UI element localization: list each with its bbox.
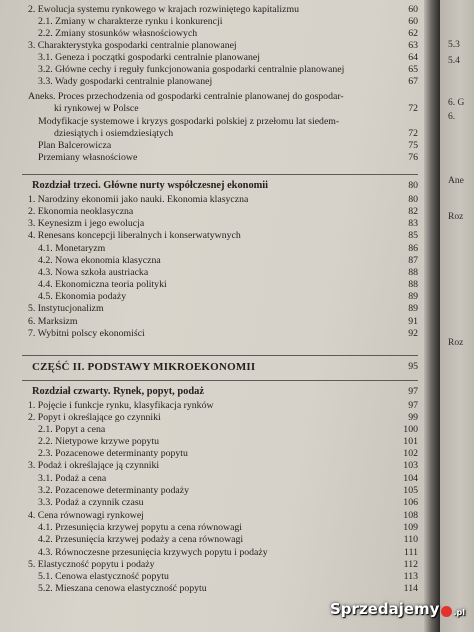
facing-page-fragment: 5.4 (448, 56, 460, 66)
facing-page-fragment: Roz (448, 338, 464, 348)
toc-page-number: 102 (403, 448, 418, 459)
toc-entry-title: 3. Keynesizm i jego ewolucja (28, 218, 145, 229)
facing-page-fragment: 6. (448, 112, 456, 122)
toc-page-number: 62 (408, 28, 418, 39)
toc-entry (38, 64, 420, 76)
toc-entry-title: CZĘŚĆ II. PODSTAWY MIKROEKONOMII (32, 361, 256, 373)
toc-entry (38, 547, 420, 559)
toc-entry-title: 4.2. Nowa ekonomia klasyczna (38, 255, 161, 266)
toc-entry-title: 4. Cena równowagi rynkowej (28, 510, 144, 521)
toc-entry (28, 230, 420, 242)
toc-page-number: 112 (403, 559, 418, 570)
toc-entry-title: 2. Ewolucja systemu rynkowego w krajach rozwiniętego kapitalizmu (28, 4, 299, 15)
toc-entry-title: 2.2. Zmiany stosunków własnościowych (38, 28, 198, 39)
toc-page-number: 105 (403, 485, 418, 496)
toc-entry-title: 3. Charakterystyka gospodarki centralnie planowanej (28, 40, 237, 51)
toc-page-number: 88 (408, 267, 418, 278)
toc-entry (28, 316, 420, 328)
toc-entry (38, 534, 420, 546)
toc-entry (28, 412, 420, 424)
toc-entry-title: Przemiany własnościowe (38, 152, 138, 163)
toc-entry (38, 448, 420, 460)
toc-page-number: 99 (408, 412, 418, 423)
section-divider (22, 355, 418, 356)
toc-entry (38, 116, 420, 128)
toc-page-number: 83 (408, 218, 418, 229)
toc-entry (28, 328, 420, 340)
toc-entry (38, 424, 420, 436)
toc-chapter-heading (32, 386, 420, 398)
toc-entry (28, 400, 420, 412)
toc-page-number: 65 (408, 64, 418, 75)
toc-page-number: 109 (403, 522, 418, 533)
toc-entry-title: 3. Podaż i określające ją czynniki (28, 460, 160, 471)
toc-entry (28, 194, 420, 206)
toc-entry (38, 140, 420, 152)
toc-entry-title: 4.1. Monetaryzm (38, 243, 106, 254)
watermark-logo (330, 594, 470, 624)
toc-page-number: 63 (408, 40, 418, 51)
toc-page-number: 76 (408, 152, 418, 163)
toc-page-number: 100 (403, 424, 418, 435)
toc-page-number: 108 (403, 510, 418, 521)
toc-entry (28, 510, 420, 522)
facing-page-fragment: 6. G (448, 98, 465, 108)
toc-entry-title: 1. Pojęcie i funkcje rynku, klasyfikacja rynków (28, 400, 214, 411)
toc-entry (38, 522, 420, 534)
toc-page-number: 60 (408, 16, 418, 27)
toc-entry-title: 2. Ekonomia neoklasyczna (28, 206, 134, 217)
toc-entry-title: Plan Balcerowicza (38, 140, 112, 151)
toc-entry-title: 2.2. Nietypowe krzywe popytu (38, 436, 160, 447)
toc-entry-title: 3.1. Podaż a cena (38, 473, 107, 484)
toc-entry-title: 2.1. Popyt a cena (38, 424, 106, 435)
toc-entry (38, 16, 420, 28)
toc-entry-title: 3.2. Pozacenowe determinanty podaży (38, 485, 189, 496)
toc-entry-title: 7. Wybitni polscy ekonomiści (28, 328, 145, 339)
toc-page-number: 80 (408, 194, 418, 205)
toc-page-number: 103 (403, 460, 418, 471)
watermark-text: Sprzedajemy (330, 600, 440, 618)
toc-entry (38, 255, 420, 267)
section-divider (22, 380, 418, 381)
toc-page-number: 104 (403, 473, 418, 484)
watermark-dot-icon (441, 606, 452, 617)
toc-page-number: 60 (408, 4, 418, 15)
toc-page-number: 64 (408, 52, 418, 63)
toc-page-number: 87 (408, 255, 418, 266)
facing-page-edge (440, 0, 474, 632)
toc-page-number: 91 (408, 316, 418, 327)
toc-entry-title: 6. Marksizm (28, 316, 78, 327)
toc-entry-title: ki rynkowej w Polsce (54, 103, 139, 114)
toc-page-number: 82 (408, 206, 418, 217)
toc-entry-title: 2. Popyt i określające go czynniki (28, 412, 161, 423)
toc-entry (38, 436, 420, 448)
toc-entry (38, 571, 420, 583)
toc-page-number: 67 (408, 76, 418, 87)
facing-page-fragment: 5.3 (448, 40, 460, 50)
toc-page-number: 89 (408, 303, 418, 314)
toc-entry-title: 4.3. Równoczesne przesunięcia krzywych popytu i podaży (38, 547, 268, 558)
toc-entry-title: Rozdział trzeci. Główne nurty współczesnej ekonomii (32, 180, 269, 191)
toc-page-number: 72 (408, 128, 418, 139)
toc-page-number: 72 (408, 103, 418, 114)
toc-entry (38, 473, 420, 485)
toc-entry-title: 3.3. Podaż a czynnik czasu (38, 497, 144, 508)
toc-page-number: 101 (403, 436, 418, 447)
toc-entry-title: 2.1. Zmiany w charakterze rynku i konkurencji (38, 16, 223, 27)
toc-page-number: 113 (403, 571, 418, 582)
toc-entry (28, 206, 420, 218)
toc-page-number: 92 (408, 328, 418, 339)
toc-page-number: 106 (403, 497, 418, 508)
toc-page-number: 80 (408, 180, 418, 191)
toc-entry (38, 291, 420, 303)
toc-entry (28, 40, 420, 52)
toc-entry-title: 4.1. Przesunięcia krzywej popytu a cena równowagi (38, 522, 243, 533)
toc-entry-title: 4.2. Przesunięcia krzywej podaży a cena równowagi (38, 534, 244, 545)
toc-entry (38, 243, 420, 255)
toc-entry (38, 279, 420, 291)
toc-page-number: 97 (408, 386, 418, 397)
toc-page-number: 75 (408, 140, 418, 151)
toc-entry-title: Modyfikacje systemowe i kryzys gospodarki polskiej z przełomu lat siedem- (38, 116, 340, 127)
toc-page-number: 111 (404, 547, 418, 558)
toc-entry-title: 5.1. Cenowa elastyczność popytu (38, 571, 169, 582)
toc-entry-title: 1. Narodziny ekonomii jako nauki. Ekonomia klasyczna (28, 194, 249, 205)
toc-entry-title: dziesiątych i osiemdziesiątych (54, 128, 174, 139)
toc-page-number: 86 (408, 243, 418, 254)
toc-page-number: 85 (408, 230, 418, 241)
watermark-suffix: .pl (453, 607, 465, 617)
section-divider (22, 174, 418, 175)
toc-entry-title: 4.3. Nowa szkoła austriacka (38, 267, 149, 278)
toc-entry (54, 128, 420, 140)
toc-entry-title: 2.3. Pozacenowe determinanty popytu (38, 448, 188, 459)
toc-entry-title: 5.2. Mieszana cenowa elastyczność popytu (38, 583, 207, 594)
toc-entry-title: 4. Renesans koncepcji liberalnych i konserwatywnych (28, 230, 241, 241)
toc-entry (28, 303, 420, 315)
toc-entry (38, 152, 420, 164)
toc-entry-title: 3.2. Główne cechy i reguły funkcjonowania gospodarki centralnie planowanej (38, 64, 345, 75)
facing-page-fragment: Roz (448, 212, 464, 222)
toc-chapter-heading (32, 180, 420, 192)
toc-entry-title: 4.5. Ekonomia podaży (38, 291, 127, 302)
book-gutter (424, 0, 440, 632)
toc-page-number: 114 (403, 583, 418, 594)
toc-entry (38, 52, 420, 64)
toc-page-number: 89 (408, 291, 418, 302)
toc-entry (28, 218, 420, 230)
toc-entry-title: 4.4. Ekonomiczna teoria polityki (38, 279, 167, 290)
toc-entry (28, 91, 420, 103)
toc-entry-title: Rozdział czwarty. Rynek, popyt, podaż (32, 386, 204, 397)
facing-page-fragment: Ane (448, 176, 464, 186)
toc-page-number: 110 (403, 534, 418, 545)
toc-entry (28, 4, 420, 16)
toc-entry-title: 3.1. Geneza i początki gospodarki centralnie planowanej (38, 52, 260, 63)
toc-entry (28, 559, 420, 571)
toc-entry (38, 485, 420, 497)
toc-page-number: 97 (408, 400, 418, 411)
toc-part-heading (32, 361, 420, 373)
toc-entry (54, 103, 420, 115)
toc-entry-title: 5. Instytucjonalizm (28, 303, 104, 314)
toc-entry (38, 267, 420, 279)
toc-entry-title: Aneks. Proces przechodzenia od gospodarki centralnie planowanej do gospodar- (28, 91, 344, 102)
toc-entry-title: 3.3. Wady gospodarki centralnie planowanej (38, 76, 213, 87)
toc-page-number: 95 (408, 361, 418, 372)
toc-entry (38, 28, 420, 40)
toc-entry (38, 76, 420, 88)
toc-entry (28, 460, 420, 472)
toc-entry-title: 5. Elastyczność popytu i podaży (28, 559, 155, 570)
toc-entry (38, 497, 420, 509)
toc-page-number: 88 (408, 279, 418, 290)
